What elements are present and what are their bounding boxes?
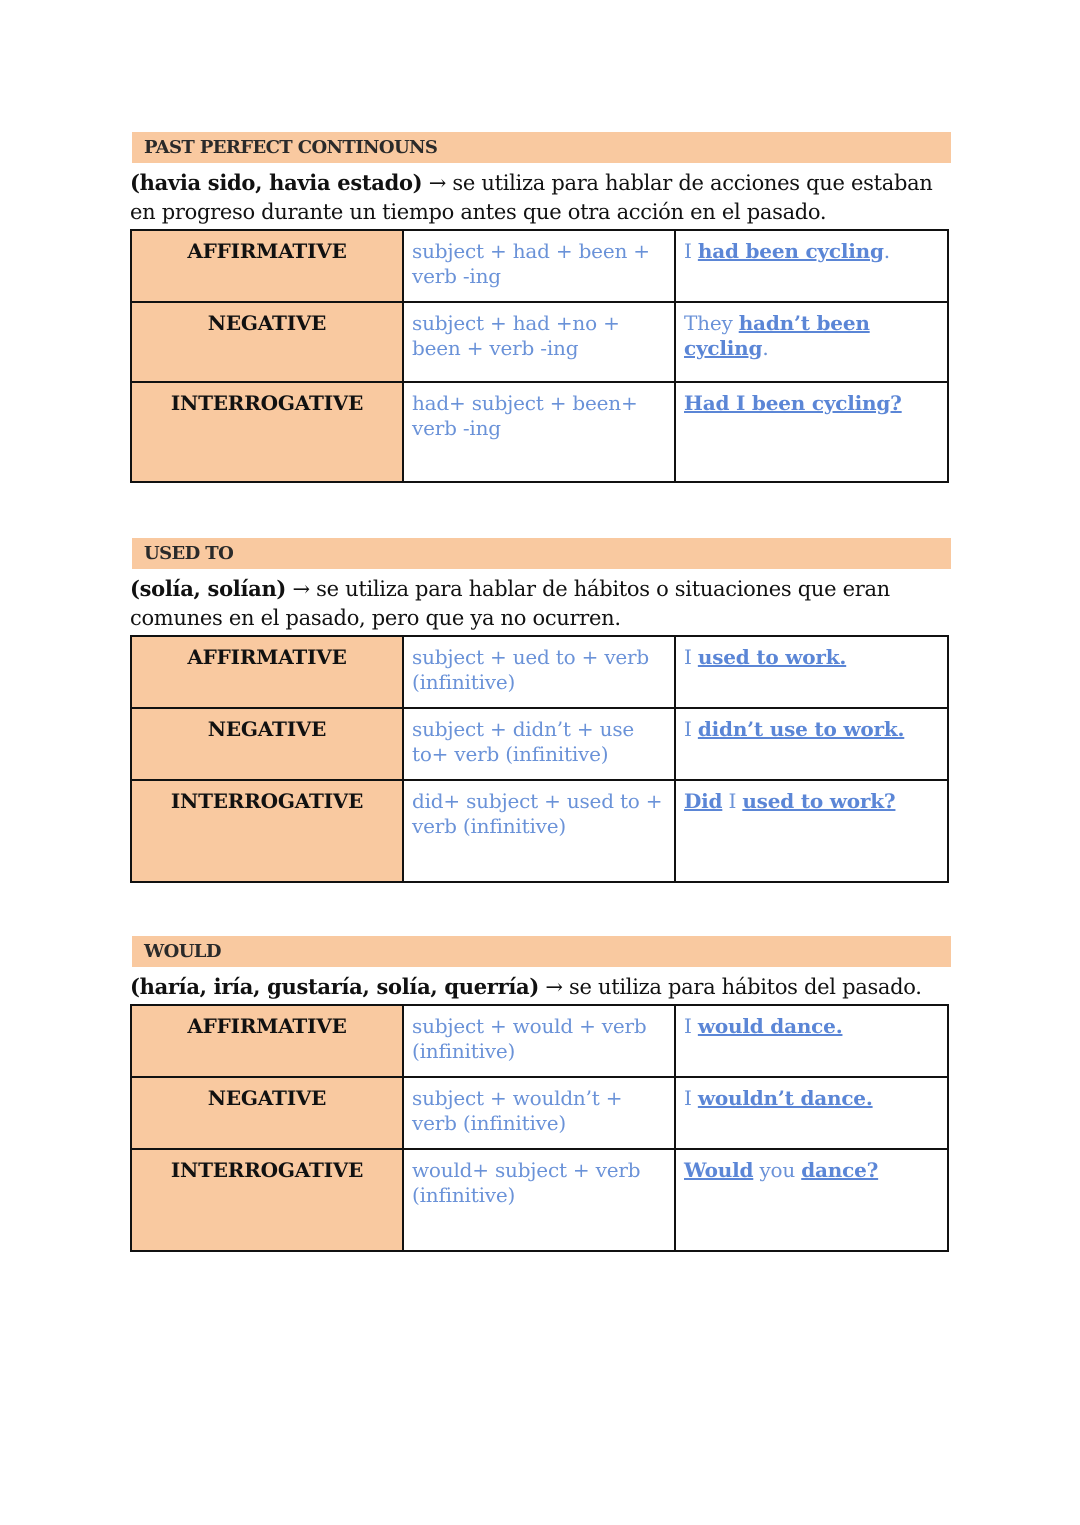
example-cell <box>675 302 948 382</box>
intro-explanation: se utiliza para hablar de hábitos o situaciones que eran comunes en el pasado, pero que ya no ocurren. <box>130 577 890 630</box>
table-row-negative <box>131 708 948 780</box>
example-text: . <box>883 239 890 263</box>
example-text: I <box>684 1086 698 1110</box>
table-row-interrogative <box>131 1149 948 1251</box>
structure-cell: had+ subject + been+ verb -ing <box>403 382 675 482</box>
example-text: I <box>684 645 698 669</box>
grammar-table <box>130 635 949 883</box>
section-heading: PAST PERFECT CONTINOUNS <box>132 132 951 163</box>
section-heading: USED TO <box>132 538 951 569</box>
example-emphasis: dance? <box>801 1158 879 1182</box>
arrow-icon: → <box>428 171 446 195</box>
intro-translation: (havia sido, havia estado) <box>130 170 423 195</box>
section-past-perfect-continuous <box>130 132 952 483</box>
example-cell <box>675 1005 948 1077</box>
example-text: They <box>684 311 739 335</box>
example-emphasis: would dance. <box>697 1014 843 1038</box>
form-label: AFFIRMATIVE <box>131 1005 403 1077</box>
example-emphasis: used to work? <box>742 789 896 813</box>
table-row-negative <box>131 302 948 382</box>
section-intro <box>130 574 952 633</box>
example-emphasis: Did <box>684 789 723 813</box>
example-cell <box>675 382 948 482</box>
intro-translation: (solía, solían) <box>130 576 287 601</box>
example-cell <box>675 1077 948 1149</box>
example-emphasis: didn’t use to work. <box>697 717 905 741</box>
example-text: you <box>753 1158 802 1182</box>
example-text: I <box>684 239 698 263</box>
example-cell <box>675 1149 948 1251</box>
example-text: . <box>762 336 769 360</box>
section-used-to <box>130 538 952 883</box>
structure-cell: subject + had + been + verb -ing <box>403 230 675 302</box>
example-emphasis: Had I been cycling? <box>684 391 902 415</box>
intro-explanation: se utiliza para hablar de acciones que estaban en progreso durante un tiempo antes que otra acción en el pasado. <box>130 171 933 224</box>
example-emphasis: had been cycling <box>697 239 884 263</box>
form-label: AFFIRMATIVE <box>131 230 403 302</box>
form-label: NEGATIVE <box>131 1077 403 1149</box>
example-cell <box>675 708 948 780</box>
structure-cell: subject + ued to + verb (infinitive) <box>403 636 675 708</box>
example-cell <box>675 230 948 302</box>
example-emphasis: wouldn’t dance. <box>697 1086 873 1110</box>
structure-cell: subject + didn’t + use to+ verb (infinitive) <box>403 708 675 780</box>
example-text: I <box>722 789 743 813</box>
example-text: I <box>684 1014 698 1038</box>
intro-explanation: se utiliza para hábitos del pasado. <box>562 975 922 999</box>
structure-cell: subject + would + verb (infinitive) <box>403 1005 675 1077</box>
structure-cell: subject + wouldn’t + verb (infinitive) <box>403 1077 675 1149</box>
table-row-interrogative <box>131 382 948 482</box>
section-intro <box>130 168 952 227</box>
structure-cell: did+ subject + used to + verb (infinitive) <box>403 780 675 882</box>
table-row-negative <box>131 1077 948 1149</box>
intro-translation: (haría, iría, gustaría, solía, querría) <box>130 974 539 999</box>
form-label: INTERROGATIVE <box>131 780 403 882</box>
example-emphasis: hadn’t been cycling <box>684 311 870 360</box>
table-row-interrogative <box>131 780 948 882</box>
example-emphasis: Would <box>684 1158 754 1182</box>
form-label: NEGATIVE <box>131 708 403 780</box>
structure-cell: would+ subject + verb (infinitive) <box>403 1149 675 1251</box>
structure-cell: subject + had +no + been + verb -ing <box>403 302 675 382</box>
example-cell <box>675 636 948 708</box>
form-label: INTERROGATIVE <box>131 1149 403 1251</box>
form-label: INTERROGATIVE <box>131 382 403 482</box>
form-label: AFFIRMATIVE <box>131 636 403 708</box>
form-label: NEGATIVE <box>131 302 403 382</box>
grammar-table <box>130 1004 949 1252</box>
section-would <box>130 936 952 1252</box>
table-row-affirmative <box>131 230 948 302</box>
example-emphasis: used to work. <box>697 645 847 669</box>
example-text: I <box>684 717 698 741</box>
table-row-affirmative <box>131 636 948 708</box>
table-row-affirmative <box>131 1005 948 1077</box>
section-heading: WOULD <box>132 936 951 967</box>
example-cell <box>675 780 948 882</box>
arrow-icon: → <box>292 577 310 601</box>
grammar-table <box>130 229 949 483</box>
arrow-icon: → <box>545 975 563 999</box>
section-intro <box>130 972 952 1002</box>
